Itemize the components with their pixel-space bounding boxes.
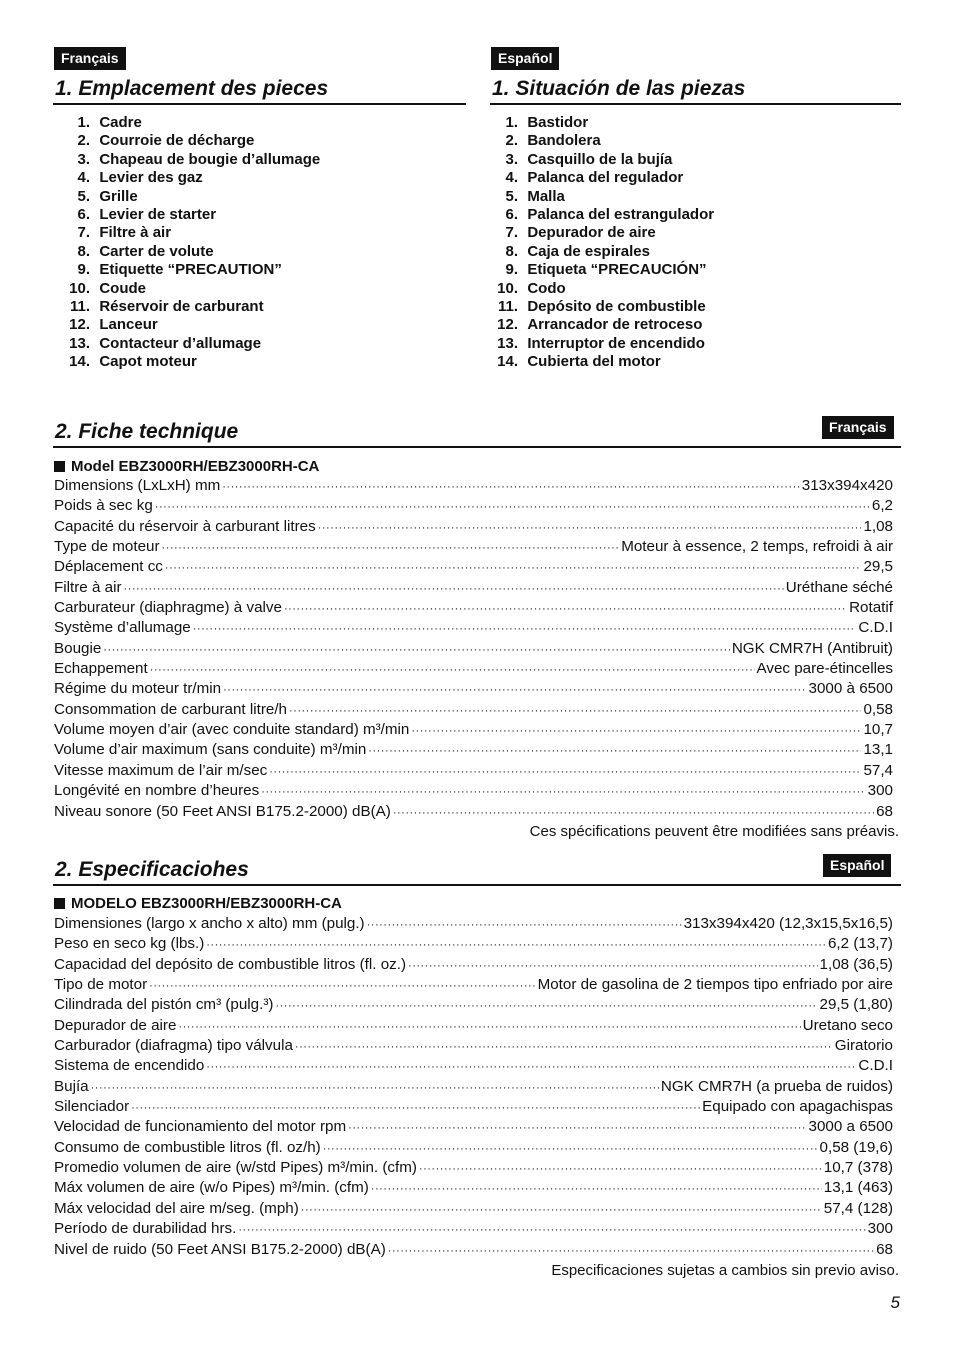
list-item-label: Filtre à air xyxy=(99,224,172,242)
list-item-number: 4. xyxy=(505,169,518,187)
list-item-number: 5. xyxy=(505,187,518,205)
dot-leader xyxy=(275,996,817,1016)
list-item xyxy=(482,114,714,132)
spec-row xyxy=(54,1199,893,1219)
dot-leader xyxy=(155,497,870,517)
list-item xyxy=(54,224,320,242)
fr-specs-language-tag: Français xyxy=(822,416,894,439)
spec-value: 300 xyxy=(867,1220,893,1238)
spec-value: 29,5 (1,80) xyxy=(819,996,893,1014)
list-item-label: Réservoir de carburant xyxy=(99,297,264,315)
language-tag-spanish: Español xyxy=(491,47,559,70)
spec-row xyxy=(54,1219,893,1239)
list-item xyxy=(54,335,320,353)
list-item-label: Levier des gaz xyxy=(99,169,203,187)
es-parts-heading: 1. Situación de las piezas xyxy=(492,77,746,100)
spec-label: Cilindrada del pistón cm³ (pulg.³) xyxy=(54,996,274,1014)
square-bullet-icon xyxy=(54,461,65,472)
list-item-number: 2. xyxy=(505,132,518,150)
dot-leader xyxy=(223,680,806,700)
list-item xyxy=(54,298,320,316)
spec-value: 6,2 (13,7) xyxy=(827,935,893,953)
spec-label: Dimensions (LxLxH) mm xyxy=(54,477,221,494)
spec-row xyxy=(54,761,893,781)
list-item-label: Coude xyxy=(99,279,147,297)
spec-value: 3000 à 6500 xyxy=(808,680,893,698)
spec-label: Niveau sonore (50 Feet ANSI B175.2-2000) dB(A) xyxy=(54,802,391,820)
spec-row xyxy=(54,975,893,995)
page-number: 5 xyxy=(890,1293,900,1312)
spec-label: Vitesse maximum de l’air m/sec xyxy=(54,761,268,779)
list-item xyxy=(482,151,714,169)
spec-row xyxy=(54,659,893,679)
spec-value: Uréthane séché xyxy=(785,578,893,596)
list-item xyxy=(482,353,714,371)
spec-label: Carburador (diafragma) tipo válvula xyxy=(54,1037,293,1055)
list-item-label: Casquillo de la bujía xyxy=(527,150,673,168)
spec-label: Sistema de encendido xyxy=(54,1057,205,1075)
spec-row xyxy=(54,700,893,720)
spec-label: Promedio volumen de aire (w/std Pipes) m³/min. (cfm) xyxy=(54,1159,417,1177)
spec-label: Período de durabilidad hrs. xyxy=(54,1220,237,1238)
spec-label: Capacité du réservoir à carburant litres xyxy=(54,517,316,535)
dot-leader xyxy=(238,1220,865,1240)
spec-value: 68 xyxy=(876,1240,893,1258)
list-item-label: Arrancador de retroceso xyxy=(527,316,703,334)
spec-row xyxy=(54,955,893,975)
list-item xyxy=(54,316,320,334)
list-item-number: 11. xyxy=(497,297,518,315)
list-item xyxy=(482,243,714,261)
list-item-label: Cadre xyxy=(99,114,142,131)
list-item-number: 13. xyxy=(497,334,518,352)
spec-label: Echappement xyxy=(54,660,148,678)
list-item-label: Depósito de combustible xyxy=(527,297,706,315)
spec-label: Filtre à air xyxy=(54,578,122,596)
spec-row xyxy=(54,496,893,516)
list-item-number: 3. xyxy=(505,150,518,168)
list-item xyxy=(54,188,320,206)
fr-parts-rule xyxy=(53,103,466,105)
spec-row xyxy=(54,639,893,659)
dot-leader xyxy=(103,640,730,660)
dot-leader xyxy=(284,599,847,619)
spec-row xyxy=(54,598,893,618)
fr-parts-list xyxy=(54,114,320,371)
fr-specs-table xyxy=(54,476,893,822)
list-item-label: Caja de espirales xyxy=(527,242,650,260)
dot-leader xyxy=(411,721,861,741)
spec-label: Bougie xyxy=(54,639,102,657)
list-item-number: 11. xyxy=(69,297,90,315)
fr-specs-rule xyxy=(53,446,901,448)
list-item xyxy=(482,261,714,279)
spec-row xyxy=(54,1016,893,1036)
spec-label: Peso en seco kg (lbs.) xyxy=(54,935,205,953)
spec-row xyxy=(54,1240,893,1260)
spec-value: 1,08 (36,5) xyxy=(819,955,893,973)
es-parts-list xyxy=(482,114,714,371)
dot-leader xyxy=(269,762,861,782)
list-item-label: Capot moteur xyxy=(99,353,197,371)
dot-leader xyxy=(367,915,682,935)
list-item-number: 9. xyxy=(505,261,518,279)
fr-parts-heading: 1. Emplacement des pieces xyxy=(55,77,329,100)
es-specs-language-tag: Español xyxy=(823,854,891,877)
spec-label: Capacidad del depósito de combustible litros (fl. oz.) xyxy=(54,955,407,973)
es-specs-heading: 2. Especificaciohes xyxy=(55,858,249,881)
dot-leader xyxy=(131,1098,700,1118)
spec-value: 57,4 xyxy=(863,761,893,779)
spec-label: Depurador de aire xyxy=(54,1016,177,1034)
list-item-number: 12. xyxy=(497,316,518,334)
spec-value: 3000 a 6500 xyxy=(808,1118,893,1136)
list-item xyxy=(54,151,320,169)
spec-row xyxy=(54,1138,893,1158)
dot-leader xyxy=(165,558,862,578)
spec-label: Consommation de carburant litre/h xyxy=(54,700,287,718)
list-item xyxy=(482,316,714,334)
spec-label: Silenciador xyxy=(54,1098,130,1116)
spec-row xyxy=(54,517,893,537)
list-item-number: 6. xyxy=(505,205,518,223)
spec-row xyxy=(54,618,893,638)
list-item xyxy=(54,206,320,224)
spec-label: Volume d’air maximum (sans conduite) m³/min xyxy=(54,741,367,759)
list-item-label: Palanca del regulador xyxy=(527,169,684,187)
dot-leader xyxy=(323,1139,818,1159)
es-specs-note: Especificaciones sujetas a cambios sin previo aviso. xyxy=(551,1262,899,1279)
list-item xyxy=(482,169,714,187)
dot-leader xyxy=(368,741,861,761)
fr-model-line xyxy=(54,458,319,476)
spec-value: 300 xyxy=(867,782,893,800)
list-item xyxy=(54,132,320,150)
list-item-label: Carter de volute xyxy=(99,242,214,260)
dot-leader xyxy=(162,538,620,558)
list-item-number: 10. xyxy=(69,279,90,297)
list-item-label: Interruptor de encendido xyxy=(527,334,705,352)
list-item-label: Bastidor xyxy=(527,114,589,131)
dot-leader xyxy=(388,1241,874,1261)
spec-row xyxy=(54,720,893,740)
list-item-label: Bandolera xyxy=(527,132,601,150)
list-item-number: 10. xyxy=(497,279,518,297)
spec-label: Poids à sec kg xyxy=(54,497,153,515)
dot-leader xyxy=(124,579,784,599)
list-item-label: Chapeau de bougie d’allumage xyxy=(99,150,321,168)
spec-row xyxy=(54,740,893,760)
spec-row xyxy=(54,934,893,954)
spec-row xyxy=(54,914,893,934)
spec-value: Moteur à essence, 2 temps, refroidi à air xyxy=(621,538,893,556)
spec-value: 10,7 (378) xyxy=(823,1159,893,1177)
spec-value: Giratorio xyxy=(834,1037,893,1055)
spec-value: 313x394x420 (12,3x15,5x16,5) xyxy=(683,915,893,932)
spec-value: 29,5 xyxy=(863,558,893,576)
list-item-number: 5. xyxy=(77,187,90,205)
es-specs-rule xyxy=(53,884,901,886)
spec-label: Tipo de motor xyxy=(54,976,148,994)
dot-leader xyxy=(318,518,862,538)
list-item-label: Grille xyxy=(99,187,138,205)
dot-leader xyxy=(289,701,861,721)
spec-value: Motor de gasolina de 2 tiempos tipo enfriado por aire xyxy=(537,976,893,994)
spec-label: Nivel de ruido (50 Feet ANSI B175.2-2000) dB(A) xyxy=(54,1240,386,1258)
dot-leader xyxy=(193,619,857,639)
spec-row xyxy=(54,1158,893,1178)
spec-label: Bujía xyxy=(54,1077,89,1095)
spec-label: Type de moteur xyxy=(54,538,160,556)
list-item-number: 1. xyxy=(505,114,518,131)
list-item-label: Etiquette “PRECAUTION” xyxy=(99,261,282,279)
spec-label: Dimensiones (largo x ancho x alto) mm (pulg.) xyxy=(54,915,365,932)
es-specs-table xyxy=(54,914,893,1260)
dot-leader xyxy=(178,1017,800,1037)
list-item-number: 12. xyxy=(69,316,90,334)
spec-row xyxy=(54,1036,893,1056)
spec-label: Déplacement cc xyxy=(54,558,163,576)
spec-label: Consumo de combustible litros (fl. oz/h) xyxy=(54,1138,321,1156)
spec-value: 1,08 xyxy=(863,517,893,535)
dot-leader xyxy=(301,1200,822,1220)
dot-leader xyxy=(206,935,826,955)
dot-leader xyxy=(91,1078,659,1098)
square-bullet-icon xyxy=(54,898,65,909)
dot-leader xyxy=(150,660,755,680)
list-item-number: 6. xyxy=(77,205,90,223)
list-item-label: Contacteur d’allumage xyxy=(99,334,262,352)
list-item-number: 9. xyxy=(77,261,90,279)
dot-leader xyxy=(222,477,800,497)
list-item-number: 4. xyxy=(77,169,90,187)
list-item-label: Palanca del estrangulador xyxy=(527,205,715,223)
spec-value: C.D.I xyxy=(858,619,893,637)
spec-label: Volume moyen d’air (avec conduite standard) m³/min xyxy=(54,721,410,739)
es-model-line xyxy=(54,895,342,913)
list-item-label: Depurador de aire xyxy=(527,224,656,242)
dot-leader xyxy=(371,1179,822,1199)
list-item xyxy=(54,280,320,298)
list-item xyxy=(482,206,714,224)
spec-label: Régime du moteur tr/min xyxy=(54,680,222,698)
list-item-label: Courroie de décharge xyxy=(99,132,255,150)
spec-row xyxy=(54,1056,893,1076)
spec-label: Máx volumen de aire (w/o Pipes) m³/min. (cfm) xyxy=(54,1179,369,1197)
fr-model-label: Model EBZ3000RH/EBZ3000RH-CA xyxy=(71,458,320,475)
spec-row xyxy=(54,557,893,577)
list-item-number: 1. xyxy=(77,114,90,131)
dot-leader xyxy=(348,1118,806,1138)
dot-leader xyxy=(408,956,818,976)
spec-value: NGK CMR7H (Antibruit) xyxy=(731,639,893,657)
list-item xyxy=(482,280,714,298)
spec-value: 13,1 xyxy=(863,741,893,759)
spec-label: Velocidad de funcionamiento del motor rpm xyxy=(54,1118,347,1136)
spec-value: C.D.I xyxy=(858,1057,893,1075)
list-item xyxy=(482,188,714,206)
language-tag-french: Français xyxy=(54,47,126,70)
spec-label: Máx velocidad del aire m/seg. (mph) xyxy=(54,1199,299,1217)
spec-value: 13,1 (463) xyxy=(823,1179,893,1197)
es-model-label: MODELO EBZ3000RH/EBZ3000RH-CA xyxy=(71,895,342,912)
spec-row xyxy=(54,537,893,557)
list-item xyxy=(54,261,320,279)
list-item xyxy=(482,132,714,150)
list-item xyxy=(54,243,320,261)
list-item-label: Cubierta del motor xyxy=(527,353,661,371)
spec-row xyxy=(54,802,893,822)
list-item-number: 3. xyxy=(77,150,90,168)
list-item-number: 14. xyxy=(69,353,90,371)
list-item-label: Lanceur xyxy=(99,316,158,334)
list-item-number: 2. xyxy=(77,132,90,150)
list-item-label: Etiqueta “PRECAUCIÓN” xyxy=(527,261,707,279)
list-item xyxy=(482,335,714,353)
dot-leader xyxy=(261,782,865,802)
spec-row xyxy=(54,578,893,598)
spec-value: 10,7 xyxy=(863,721,893,739)
dot-leader xyxy=(206,1057,856,1077)
spec-label: Système d’allumage xyxy=(54,619,191,637)
list-item-number: 8. xyxy=(77,242,90,260)
spec-row xyxy=(54,679,893,699)
spec-value: 0,58 (19,6) xyxy=(819,1138,893,1156)
spec-value: Equipado con apagachispas xyxy=(702,1098,893,1116)
dot-leader xyxy=(295,1037,833,1057)
spec-value: 6,2 xyxy=(871,497,893,515)
list-item-label: Levier de starter xyxy=(99,205,217,223)
spec-value: 68 xyxy=(876,802,893,820)
spec-row xyxy=(54,995,893,1015)
list-item-number: 14. xyxy=(497,353,518,371)
spec-value: 313x394x420 xyxy=(801,477,893,494)
spec-value: 0,58 xyxy=(863,700,893,718)
fr-specs-heading: 2. Fiche technique xyxy=(55,420,239,443)
dot-leader xyxy=(149,976,535,996)
fr-specs-note: Ces spécifications peuvent être modifiées sans préavis. xyxy=(529,823,899,840)
spec-row xyxy=(54,781,893,801)
list-item xyxy=(54,114,320,132)
spec-label: Carburateur (diaphragme) à valve xyxy=(54,599,282,617)
list-item xyxy=(482,298,714,316)
spec-row xyxy=(54,476,893,496)
es-parts-rule xyxy=(490,103,901,105)
spec-row xyxy=(54,1178,893,1198)
list-item-number: 8. xyxy=(505,242,518,260)
list-item-label: Malla xyxy=(527,187,565,205)
list-item-number: 13. xyxy=(69,334,90,352)
spec-row xyxy=(54,1097,893,1117)
spec-row xyxy=(54,1117,893,1137)
dot-leader xyxy=(393,803,874,823)
list-item xyxy=(482,224,714,242)
list-item-number: 7. xyxy=(77,224,90,242)
list-item-number: 7. xyxy=(505,224,518,242)
list-item-label: Codo xyxy=(527,279,566,297)
spec-value: Rotatif xyxy=(849,599,893,617)
spec-value: Uretano seco xyxy=(802,1016,893,1034)
list-item xyxy=(54,353,320,371)
spec-label: Longévité en nombre d’heures xyxy=(54,782,260,800)
list-item xyxy=(54,169,320,187)
spec-value: Avec pare-étincelles xyxy=(756,660,893,678)
spec-row xyxy=(54,1077,893,1097)
spec-value: 57,4 (128) xyxy=(823,1199,893,1217)
dot-leader xyxy=(419,1159,822,1179)
spec-value: NGK CMR7H (a prueba de ruidos) xyxy=(660,1077,893,1095)
